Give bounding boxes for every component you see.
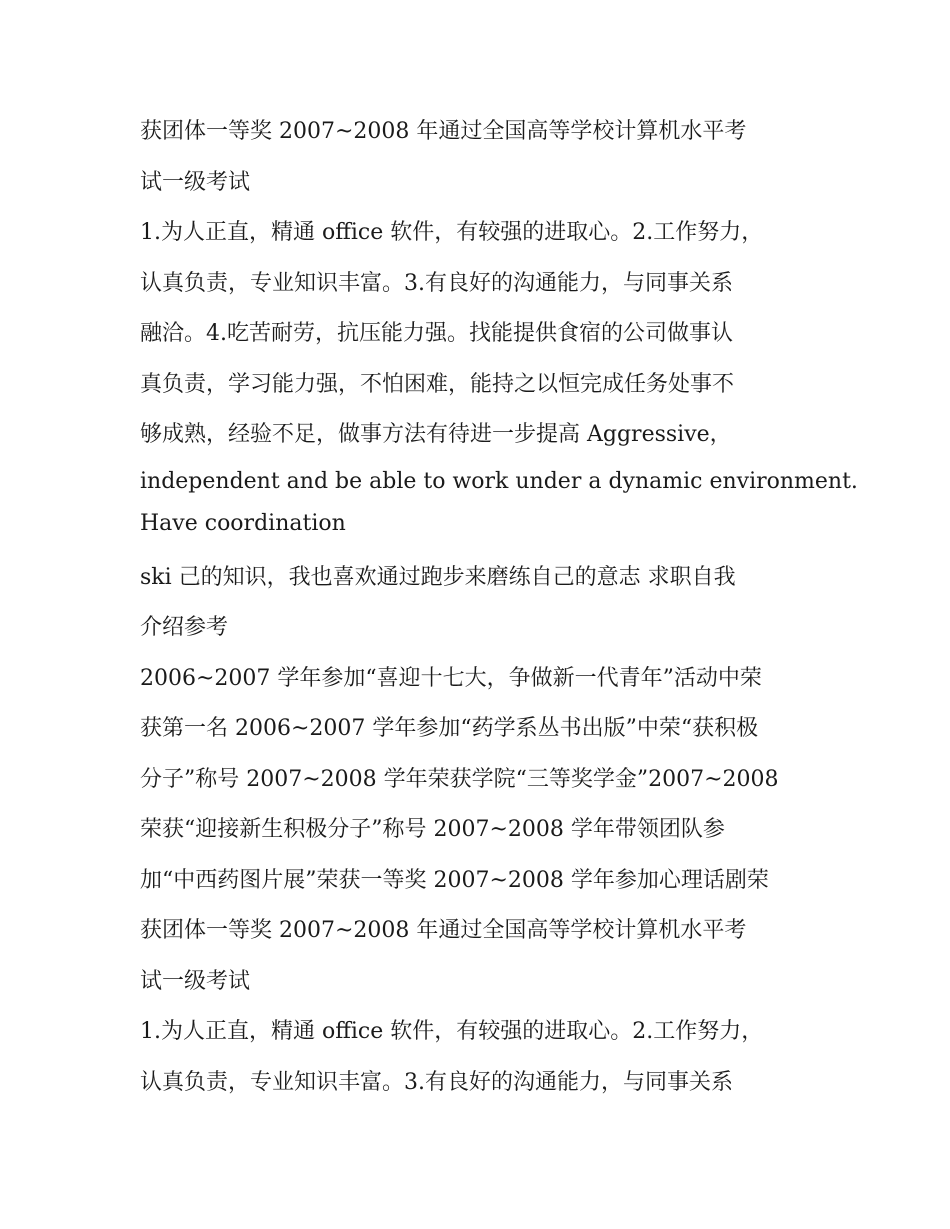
text-line: independent and be able to work under a dynamic environment. <box>140 468 858 494</box>
text-line: 试一级考试 <box>140 169 251 195</box>
text-line: 认真负责，专业知识丰富。3.有良好的沟通能力，与同事关系 <box>140 270 733 296</box>
text-line: 加“中西药图片展”荣获一等奖 2007~2008 学年参加心理话剧荣 <box>140 867 769 893</box>
text-line: 获团体一等奖 2007~2008 年通过全国高等学校计算机水平考 <box>140 119 747 144</box>
text-line: ski 己的知识，我也喜欢通过跑步来磨练自己的意志 求职自我 <box>140 564 736 590</box>
text-line: 荣获“迎接新生积极分子”称号 2007~2008 学年带领团队参 <box>140 817 725 842</box>
document-body <box>140 107 858 1108</box>
text-line: 2006~2007 学年参加“喜迎十七大，争做新一代青年”活动中荣 <box>140 665 762 691</box>
text-line: 1.为人正直，精通 office 软件，有较强的进取心。2.工作努力， <box>140 1019 764 1044</box>
text-line: 试一级考试 <box>140 968 251 994</box>
text-line: Have coordination <box>140 510 346 536</box>
text-line: 分子”称号 2007~2008 学年荣获学院“三等奖学金”2007~2008 <box>140 766 779 792</box>
text-line: 获第一名 2006~2007 学年参加“药学系丛书出版”中荣“获积极 <box>140 716 759 741</box>
text-line: 认真负责，专业知识丰富。3.有良好的沟通能力，与同事关系 <box>140 1069 733 1095</box>
text-line: 够成熟，经验不足，做事方法有待进一步提高 Aggressive， <box>140 422 732 447</box>
text-line: 获团体一等奖 2007~2008 年通过全国高等学校计算机水平考 <box>140 918 747 943</box>
text-line: 真负责，学习能力强，不怕困难，能持之以恒完成任务处事不 <box>140 371 735 397</box>
text-line: 介绍参考 <box>140 615 229 640</box>
text-line: 融洽。4.吃苦耐劳，抗压能力强。找能提供食宿的公司做事认 <box>140 321 733 346</box>
text-line: 1.为人正直，精通 office 软件，有较强的进取心。2.工作努力， <box>140 220 764 245</box>
